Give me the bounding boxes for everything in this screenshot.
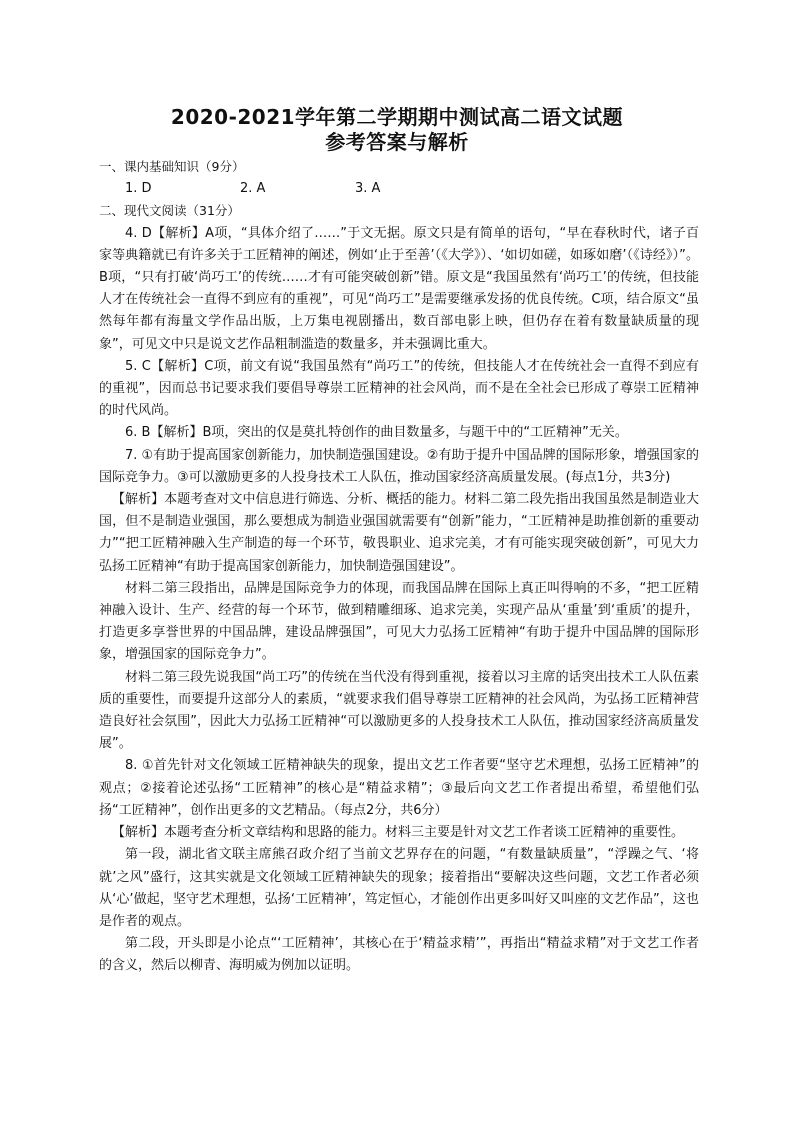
answer-5-explanation: 5. C【解析】C项，前文有说“我国虽然有“尚巧工”的传统，但技能人才在传统社会一直得不到应有的重视”，因而总书记要求我们要倡导尊崇工匠精神的社会风尚，而不是在全社会已形成了尊崇工匠精神的时代风尚。 [99,358,699,419]
section-heading-2: 二、现代文阅读（31分） [99,203,240,219]
answer-8-analysis-p2: 第一段，湖北省文联主席熊召政介绍了当前文艺界存在的问题，“有数量缺质量”，“浮躁之气、‘将就’之风”盛行，这其实就是文化领域工匠精神缺失的现象；接着指出“要解决这些问题，文艺工作者必须从‘心’做起，坚守艺术理想，弘扬‘工匠精神’，笃定恒心，才能创作出更多叫好又叫座的文艺作品”，这也是作者的观点。 [99,847,699,929]
answer-6-explanation: 6. B【解析】B项，突出的仅是莫扎特创作的曲目数量多，与题干中的“工匠精神”无关。 [125,425,628,441]
document-title: 2020-2021学年第二学期期中测试高二语文试题 [170,105,624,129]
answer-7-analysis: 【解析】本题考查对文中信息进行筛选、分析、概括的能力。材料二第二段先指出我国虽然是制造业大国，但不是制造业强国，那么要想成为制造业强国就需要有“创新”能力，“工匠精神是助推创新的重要动力”“把工匠精神融入生产制造的每一个环节，敬畏职业、追求完美，才有可能实现突破创新”，可见大力弘扬工匠精神“有助于提高国家创新能力，加快制造强国建设”。 [99,492,699,574]
answer-8: 8. ①首先针对文化领域工匠精神缺失的现象，提出文艺工作者要“坚守艺术理想，弘扬工匠精神”的观点；②接着论述弘扬“工匠精神”的核心是“精益求精”；③最后向文艺工作者提出希望，希望他们弘扬“工匠精神”，创作出更多的文艺精品。（每点2分，共6分） [99,758,699,818]
answer-8-analysis-p3: 第二段，开头即是小论点“‘工匠精神’，其核心在于‘精益求精’”，再指出“精益求精”对于文艺工作者的含义，然后以柳青、海明威为例加以证明。 [99,936,699,974]
document-subtitle: 参考答案与解析 [325,130,469,154]
document-body [99,156,699,978]
answer-7: 7. ①有助于提高国家创新能力，加快制造强国建设。②有助于提升中国品牌的国际形象，增强国家的国际竞争力。③可以激励更多的人投身技术工人队伍，推动国家经济高质量发展。(每点1分，共3分) [99,447,699,485]
answer-2: 2. A [240,181,266,197]
section-heading-1: 一、课内基础知识（9分） [99,159,245,174]
answer-1: 1. D [125,181,152,197]
answer-8-analysis: 【解析】本题考查分析文章结构和思路的能力。材料三主要是针对文艺工作者谈工匠精神的重要性。 [112,825,685,841]
answer-row [99,178,699,200]
answer-3: 3. A [355,181,381,197]
answer-7-analysis-p3: 材料二第三段先说我国“尚工巧”的传统在当代没有得到重视，接着以习主席的话突出技术工人队伍素质的重要性，而要提升这部分人的素质，“就要求我们倡导尊崇工匠精神的社会风尚，为弘扬工匠精神营造良好社会氛围”，因此大力弘扬工匠精神“可以激励更多的人投身技术工人队伍，推动国家经济高质量发展”。 [99,669,699,752]
answer-4-explanation: 4. D【解析】A项，“具体介绍了……”于文无据。原文只是有简单的语句，“早在春秋时代，诸子百家等典籍就已有许多关于工匠精神的阐述，例如‘止于至善’（《大学》）、‘如切如磋，如琢如磨’（《诗经》）”。B项，“只有打破‘尚巧工’的传统……才有可能突破创新”错。原文是“我国虽然有‘尚巧工’的传统，但技能人才在传统社会一直得不到应有的重视”，可见“尚巧工”是需要继承发扬的优良传统。C项，结合原文“虽然每年都有海量文学作品出版，上万集电视剧播出，数百部电影上映，但仍存在着有数量缺质量的现象”，可见文中只是说文艺作品粗制滥造的数量多，并未强调比重大。 [99,225,699,352]
answer-7-analysis-p2: 材料二第三段指出，品牌是国际竞争力的体现，而我国品牌在国际上真正叫得响的不多，“把工匠精神融入设计、生产、经营的每一个环节，做到精雕细琢、追求完美，实现产品从‘重量’到‘重质’的提升，打造更多享誉世界的中国品牌，建设品牌强国”，可见大力弘扬工匠精神“有助于提升中国品牌的国际形象，增强国家的国际竞争力”。 [99,580,699,663]
